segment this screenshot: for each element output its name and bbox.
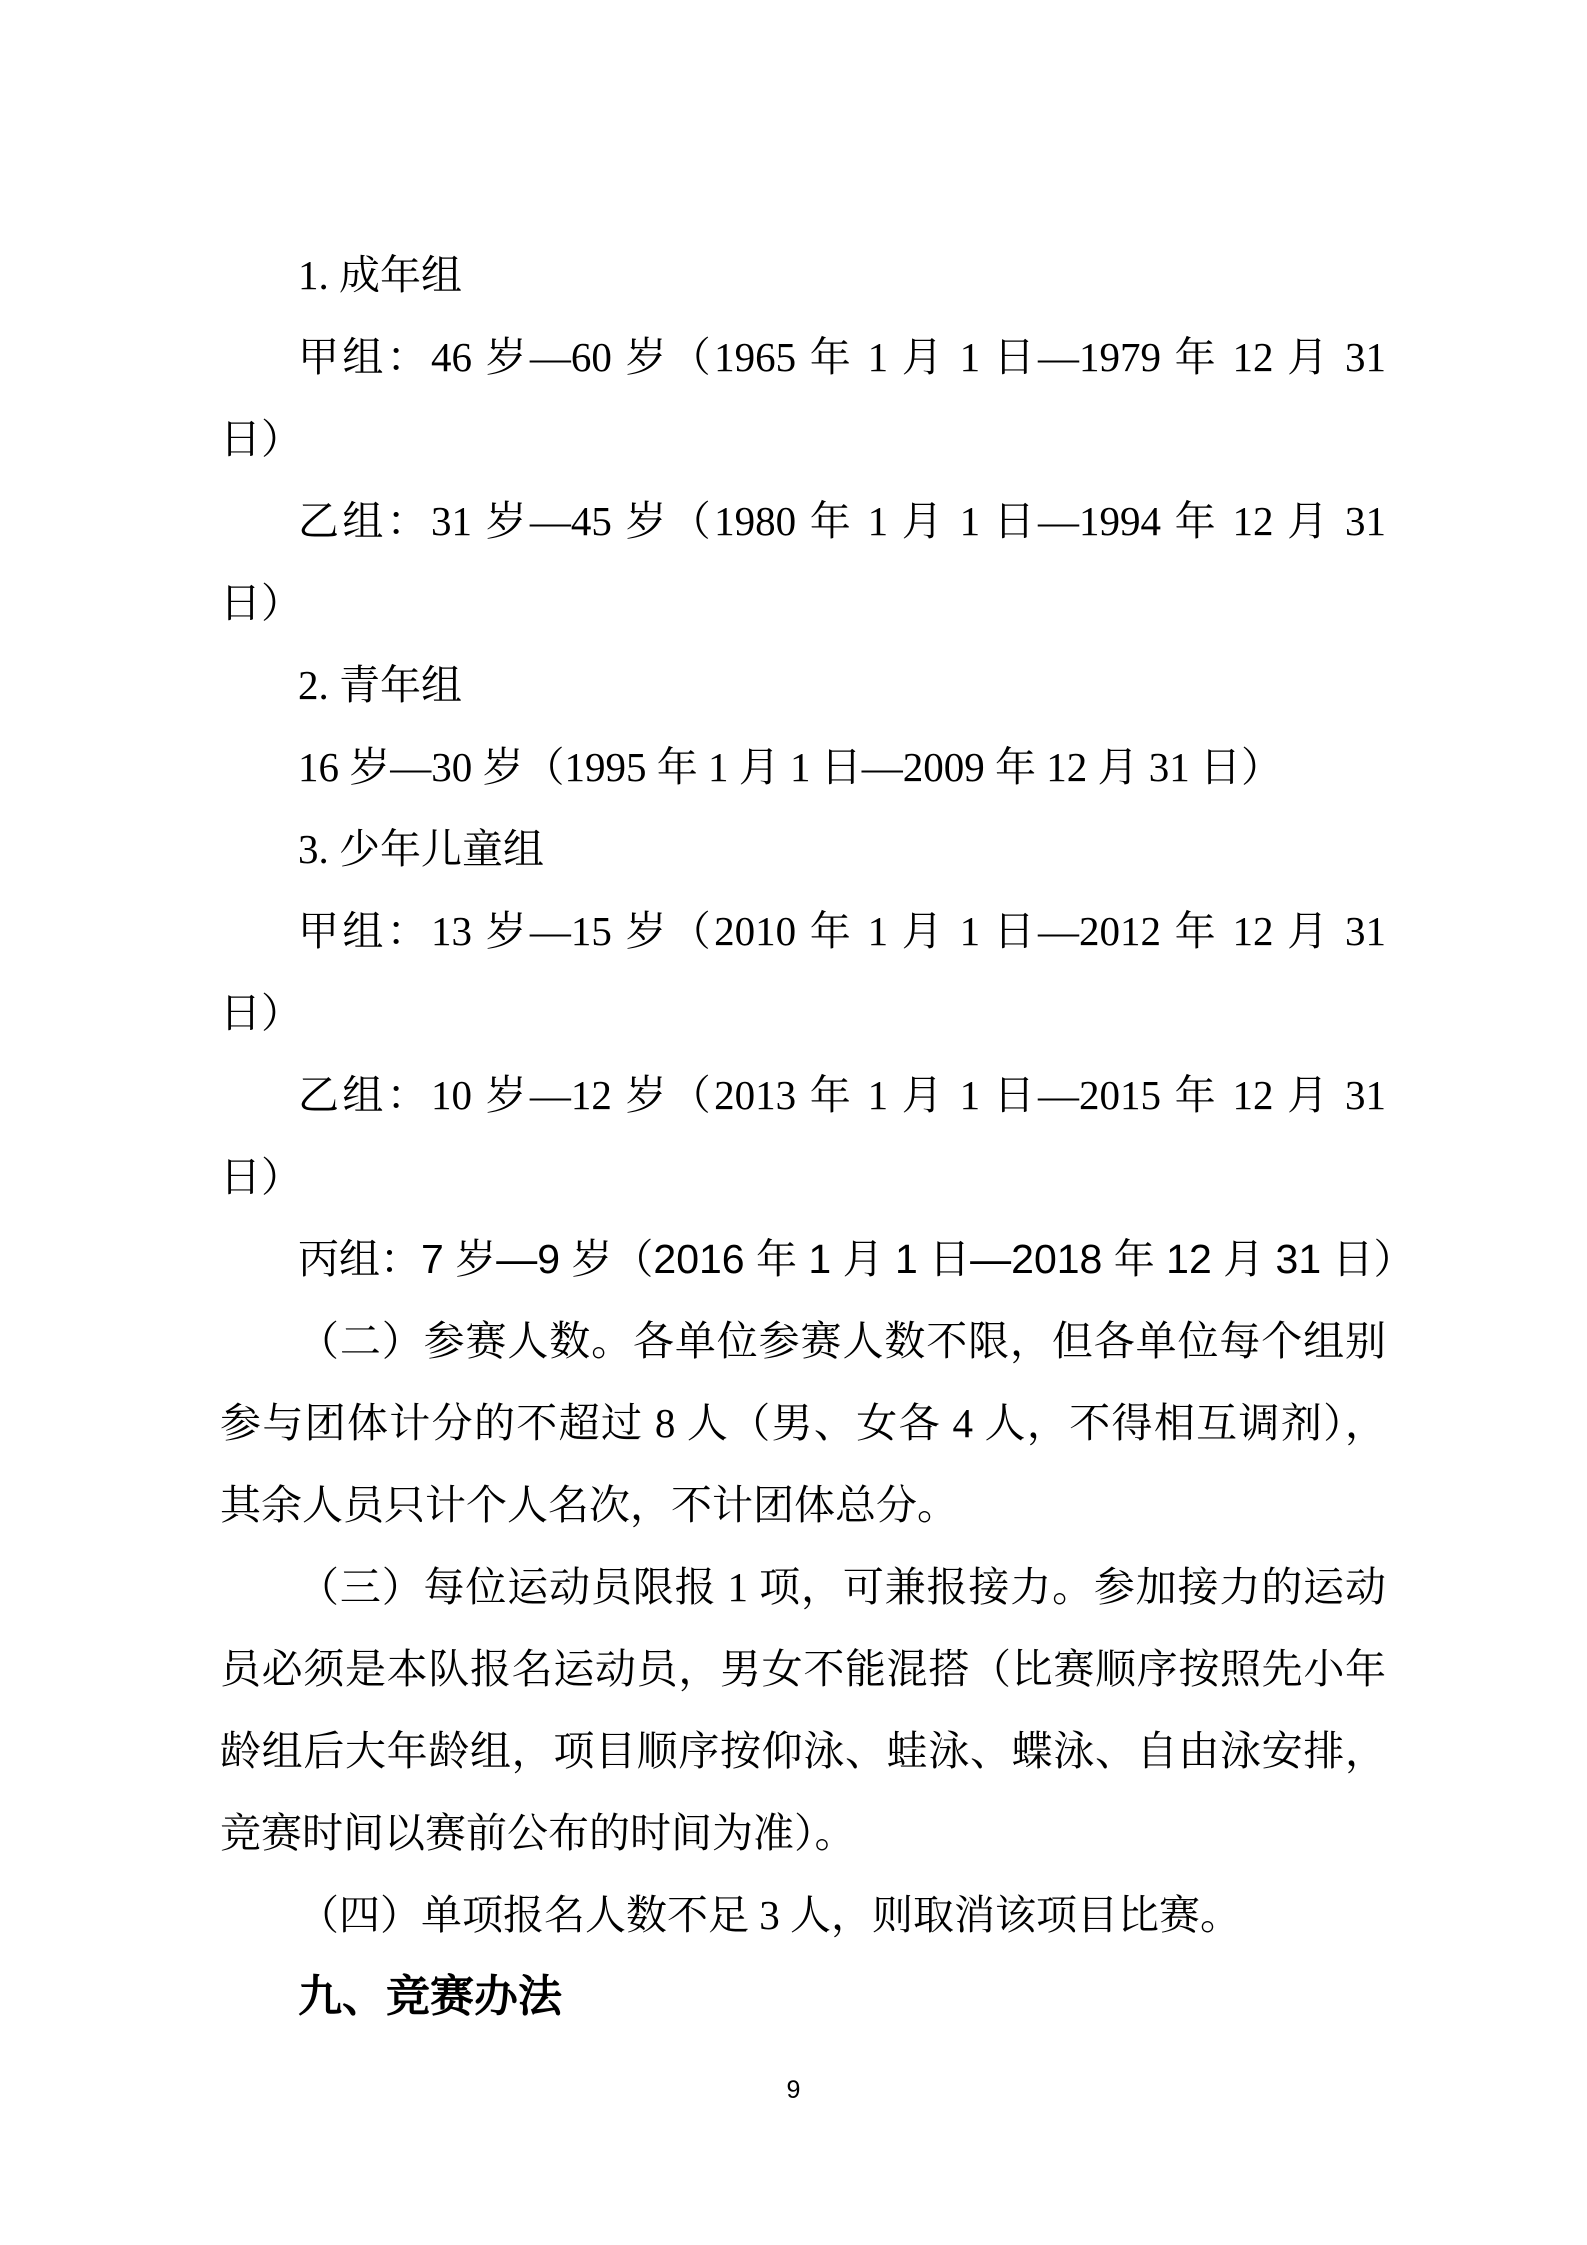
junior-group-b-line1: 乙组：10 岁—12 岁（2013 年 1 月 1 日—2015 年 12 月 31: [298, 1072, 1386, 1118]
clause-3-line4: 竞赛时间以赛前公布的时间为准）。: [220, 1810, 856, 1856]
junior-group-c-range: 丙组：7 岁—9 岁（2016 年 1 月 1 日—2018 年 12 月 31 日）: [298, 1236, 1415, 1282]
junior-group-b-line2: 日）: [220, 1154, 302, 1200]
clause-2-line3: 其余人员只计个人名次，不计团体总分。: [220, 1482, 958, 1528]
junior-group-a-line1: 甲组：13 岁—15 岁（2010 年 1 月 1 日—2012 年 12 月 31: [298, 908, 1386, 954]
junior-group-a-line2: 日）: [220, 990, 302, 1036]
youth-group-item: 2. 青年组: [298, 662, 462, 708]
clause-4-line: （四）单项报名人数不足 3 人，则取消该项目比赛。: [298, 1892, 1241, 1938]
adult-group-b-line1: 乙组：31 岁—45 岁（1980 年 1 月 1 日—1994 年 12 月 31: [298, 498, 1386, 544]
youth-group-range: 16 岁—30 岁（1995 年 1 月 1 日—2009 年 12 月 31 日）: [298, 744, 1282, 790]
clause-2-line1: （二）参赛人数。各单位参赛人数不限，但各单位每个组别: [298, 1318, 1386, 1364]
clause-2-line2: 参与团体计分的不超过 8 人（男、女各 4 人，不得相互调剂），: [220, 1400, 1386, 1446]
page-number: 9: [786, 2076, 801, 2104]
adult-group-b-line2: 日）: [220, 580, 302, 626]
document-text-block: [220, 234, 1415, 2038]
clause-3-line3: 龄组后大年龄组，项目顺序按仰泳、蛙泳、蝶泳、自由泳安排，: [220, 1728, 1386, 1774]
junior-group-item: 3. 少年儿童组: [298, 826, 544, 872]
section-9-heading: 九、竞赛办法: [298, 1972, 562, 2021]
adult-group-a-line2: 日）: [220, 416, 302, 462]
clause-3-line2: 员必须是本队报名运动员，男女不能混搭（比赛顺序按照先小年: [220, 1646, 1386, 1692]
adult-group-a-line1: 甲组：46 岁—60 岁（1965 年 1 月 1 日—1979 年 12 月 31: [298, 334, 1386, 380]
clause-3-line1: （三）每位运动员限报 1 项，可兼报接力。参加接力的运动: [298, 1564, 1386, 1610]
adult-group-item: 1. 成年组: [298, 252, 462, 298]
